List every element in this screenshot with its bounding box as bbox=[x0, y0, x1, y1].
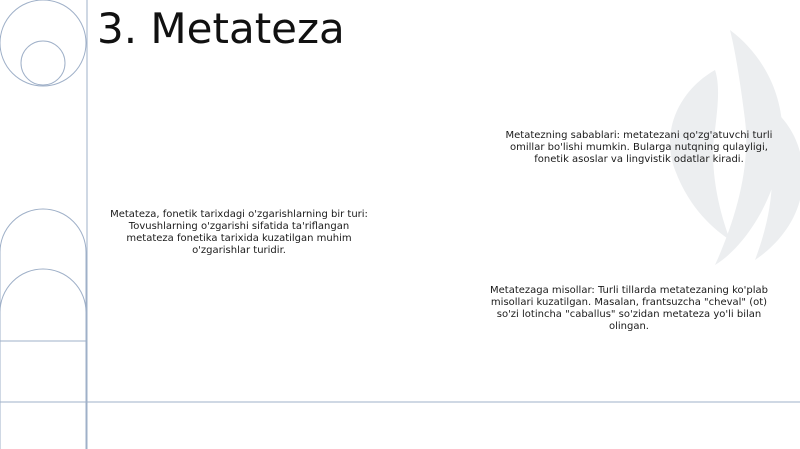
text-block-causes: Metatezning sabablari: metatezani qo'zg'atuvchi turli omillar bo'lishi mumkin. Bularga nutqning qulayligi, fonetik asoslar va lingvistik odatlar kiradi. bbox=[505, 130, 773, 165]
arch-upper bbox=[0, 209, 86, 449]
large-circle-top bbox=[0, 0, 86, 86]
arch-lower bbox=[0, 269, 86, 449]
slide-title: 3. Metateza bbox=[97, 4, 345, 53]
text-block-examples: Metatezaga misollar: Turli tillarda metatezaning ko'plab misollari kuzatilgan. Masalan, frantsuzcha "cheval" (ot) so'zi lotincha "caballus" so'zidan metateza yo'li bilan olingan. bbox=[490, 285, 768, 332]
text-block-definition: Metateza, fonetik tarixdagi o'zgarishlarning bir turi: Tovushlarning o'zgarishi sifatida ta'riflangan metateza fonetika tarixida kuzatilgan muhim o'zgarishlar turidir. bbox=[110, 209, 368, 256]
small-circle-top bbox=[21, 41, 65, 85]
